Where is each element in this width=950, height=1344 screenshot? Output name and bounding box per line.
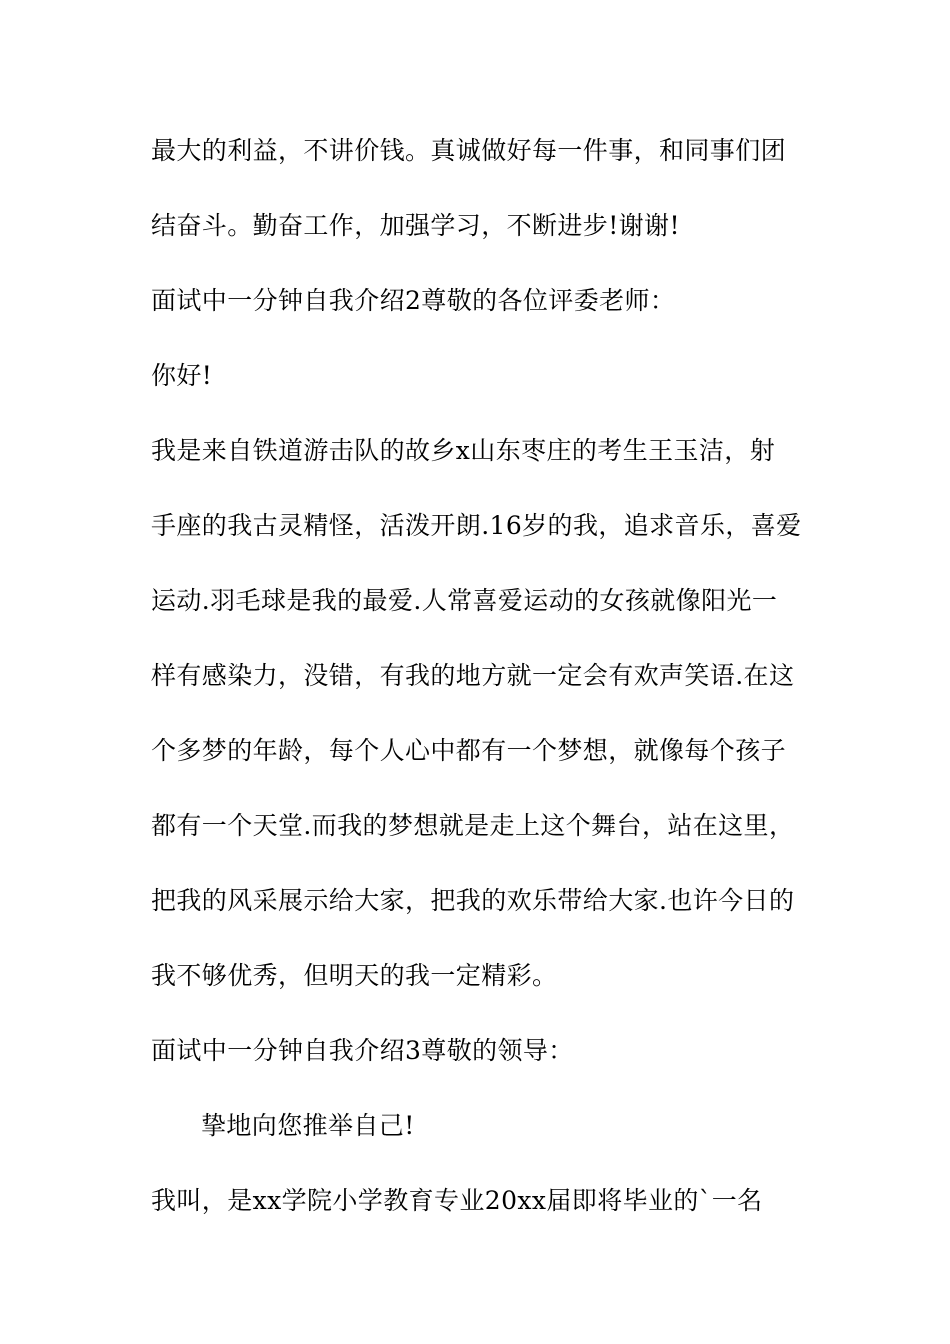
text-line: 个多梦的年龄，每个人心中都有一个梦想，就像每个孩子 bbox=[151, 736, 787, 765]
text-line: 都有一个天堂.而我的梦想就是走上这个舞台，站在这里， bbox=[151, 811, 795, 840]
text-line: 手座的我古灵精怪，活泼开朗.16岁的我，追求音乐，喜爱 bbox=[151, 511, 802, 540]
text-line: 我叫，是xx学院小学教育专业20xx届即将毕业的`一名 bbox=[151, 1186, 763, 1215]
text-line: 最大的利益，不讲价钱。真诚做好每一件事，和同事们团 bbox=[151, 136, 787, 165]
text-line: 样有感染力，没错，有我的地方就一定会有欢声笑语.在这 bbox=[151, 661, 795, 690]
text-line: 面试中一分钟自我介绍3尊敬的领导： bbox=[151, 1036, 574, 1065]
text-line: 挚地向您推举自己! bbox=[201, 1111, 415, 1140]
text-line: 结奋斗。勤奋工作，加强学习，不断进步!谢谢! bbox=[151, 211, 680, 240]
text-line: 我不够优秀，但明天的我一定精彩。 bbox=[151, 961, 558, 990]
text-line: 运动.羽毛球是我的最爱.人常喜爱运动的女孩就像阳光一 bbox=[151, 586, 778, 615]
text-line: 把我的风采展示给大家，把我的欢乐带给大家.也许今日的 bbox=[151, 886, 795, 915]
text-line: 我是来自铁道游击队的故乡x山东枣庄的考生王玉洁，射 bbox=[151, 436, 776, 465]
text-line: 面试中一分钟自我介绍2尊敬的各位评委老师： bbox=[151, 286, 676, 315]
text-line: 你好! bbox=[151, 361, 213, 390]
